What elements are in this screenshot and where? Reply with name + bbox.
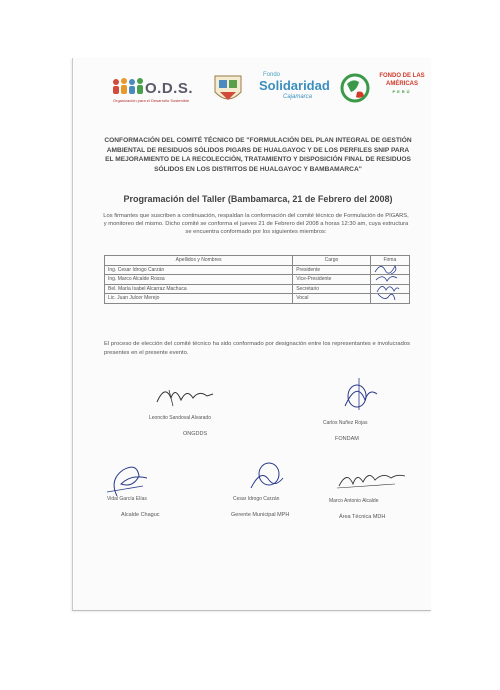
member-name: Lic. Juan Julcer Merejo bbox=[105, 294, 293, 304]
signatory-organization: Área Técnica MDH bbox=[339, 514, 386, 520]
handwritten-signature bbox=[151, 380, 221, 410]
signatory-organization: FONDAM bbox=[335, 436, 359, 442]
logo-header bbox=[73, 64, 431, 110]
fondo-americas-line1: FONDO DE LAS bbox=[379, 73, 425, 79]
handwritten-signature bbox=[243, 458, 293, 494]
handwritten-signature bbox=[373, 290, 401, 304]
ods-tagline: Organización para el Desarrollo Sostenible bbox=[113, 98, 190, 103]
signatory-name: Cesar Idrogo Carzán bbox=[233, 496, 280, 502]
signature-block bbox=[103, 456, 159, 500]
column-header-signature: Firma bbox=[370, 256, 409, 266]
table-row bbox=[105, 284, 410, 294]
handwritten-signature bbox=[335, 466, 409, 492]
document-title: CONFORMACIÓN DEL COMITÉ TÉCNICO DE "FORMULACIÓN DEL PLAN INTEGRAL DE GESTIÓN AMBIENTAL DE RESIDUOS SÓLIDOS PIGARS DE HUALGAYOC Y DE LOS PERFILES SNIP PARA EL MEJORAMIENTO DE LA RECOLECCIÓN, TRATAMIENTO Y DISPOSICIÓN FINAL DE RESIDUOS SÓLIDOS EN LOS DISTRITOS DE HUALGAYOC Y BAMBAMARCA" bbox=[104, 137, 412, 173]
solidaridad-logo: Solidaridad bbox=[259, 78, 330, 93]
members-table bbox=[104, 255, 410, 304]
member-role: Presidente bbox=[293, 265, 371, 275]
signature-block bbox=[335, 466, 409, 492]
member-signature bbox=[370, 294, 409, 304]
document-page bbox=[72, 58, 431, 611]
ods-logo-text: O.D.S. bbox=[145, 80, 194, 97]
signatory-name: Vidal García Elías bbox=[107, 496, 147, 502]
intro-paragraph: Los firmantes que suscriben a continuación, respaldan la conformación del comité técnico de Formulación de PIGARS, y monitoreo del mismo. Dicho comité se conforma el jueves 21 de Febrero del 2008 a horas 12:30 am, cuya estructura se encuentra conformado por los siguientes miembros: bbox=[103, 213, 409, 235]
handwritten-signature bbox=[103, 456, 159, 500]
signature-block bbox=[335, 376, 385, 412]
table-header-row bbox=[105, 256, 410, 266]
member-name: Bel. María Isabel Alcarraz Machuca bbox=[105, 284, 293, 294]
globe-icon bbox=[339, 72, 371, 104]
signature-block bbox=[151, 380, 221, 410]
cajamarca-label: Cajamarca bbox=[283, 94, 313, 100]
member-role: Vocal bbox=[293, 294, 371, 304]
closing-paragraph: El proceso de elección del comité técnico ha sido conformado por designación entre los representantes e involucrados presentes en el presente evento. bbox=[104, 341, 410, 356]
handwritten-signature bbox=[335, 376, 385, 412]
municipal-emblem-icon bbox=[211, 72, 245, 106]
signatory-name: Carlos Nuñez Rojas bbox=[323, 420, 368, 426]
document-subtitle: Programación del Taller (Bambamarca, 21 de Febrero del 2008) bbox=[123, 194, 393, 204]
table-row bbox=[105, 265, 410, 275]
signatory-name: Marco Antonio Alcalde bbox=[329, 498, 379, 504]
column-header-name: Apellidos y Nombres bbox=[105, 256, 293, 266]
member-name: Ing. Cesar Idrogo Carzán bbox=[105, 265, 293, 275]
signatory-organization: ONGDDS bbox=[183, 431, 208, 437]
signatory-organization: Gerente Municipal MPH bbox=[231, 512, 290, 518]
member-role: Secretario bbox=[293, 284, 371, 294]
member-name: Ing. Marco Alcalde Rossa bbox=[105, 275, 293, 285]
signatory-organization: Alcalde Chaguc bbox=[121, 512, 160, 518]
signature-block bbox=[243, 458, 293, 494]
fondo-americas-line2: AMÉRICAS bbox=[385, 81, 418, 87]
fondo-americas-country: PERÚ bbox=[392, 89, 412, 94]
table-row bbox=[105, 294, 410, 304]
member-role: Vice-Presidente bbox=[293, 275, 371, 285]
table-row bbox=[105, 275, 410, 285]
column-header-role: Cargo bbox=[293, 256, 371, 266]
fondo-label: Fondo bbox=[263, 72, 281, 78]
fondo-americas-logo bbox=[373, 72, 431, 106]
signatory-name: Leoncito Sandoval Alvarado bbox=[149, 415, 211, 421]
